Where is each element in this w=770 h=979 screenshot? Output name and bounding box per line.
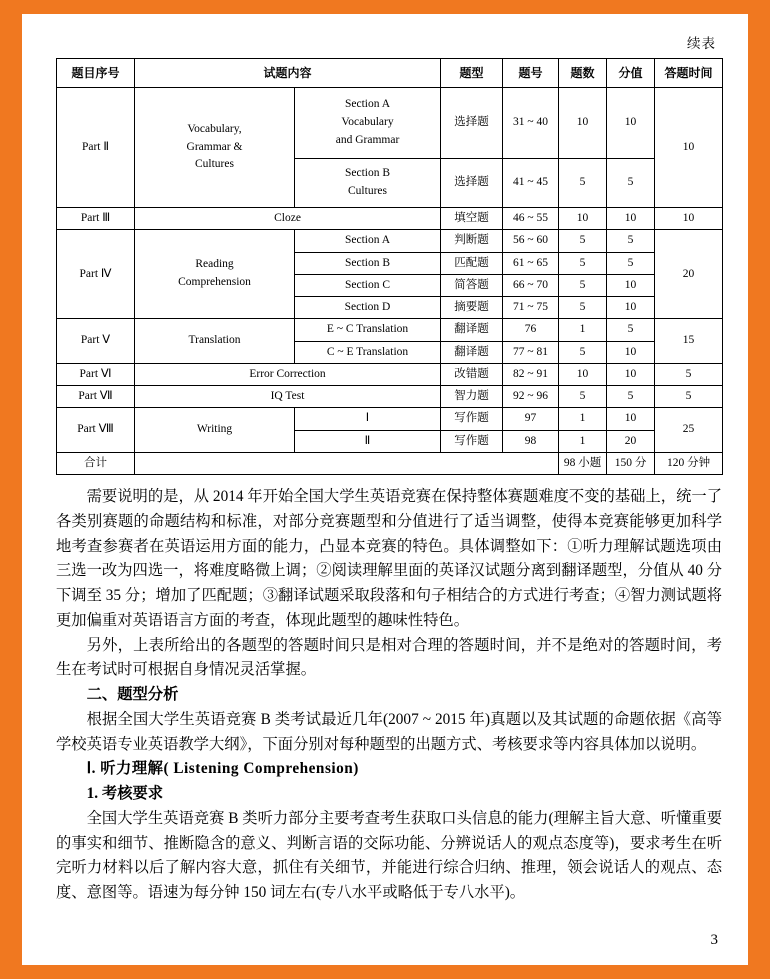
cell-count: 10 xyxy=(559,208,607,230)
table-row xyxy=(57,408,723,430)
cell-subsection: Section B Cultures xyxy=(295,159,441,208)
cell-type: 翻译题 xyxy=(441,341,503,363)
cell-subsection: Ⅱ xyxy=(295,430,441,452)
cell-score: 20 xyxy=(607,430,655,452)
cell-time: 5 xyxy=(655,363,723,385)
cell-type: 智力题 xyxy=(441,386,503,408)
cell-count: 10 xyxy=(559,88,607,159)
cell-subsection: Section B xyxy=(295,252,441,274)
cell-no: 41 ~ 45 xyxy=(503,159,559,208)
cell-score: 5 xyxy=(607,252,655,274)
cell-no: 46 ~ 55 xyxy=(503,208,559,230)
cell-type: 选择题 xyxy=(441,159,503,208)
column-header-type: 题型 xyxy=(441,59,503,88)
cell-time: 25 xyxy=(655,408,723,453)
cell-content: Writing xyxy=(135,408,295,453)
table-total-row xyxy=(57,452,723,474)
exam-structure-table xyxy=(56,58,723,475)
cell-subsection: Section D xyxy=(295,297,441,319)
paragraph-basis: 根据全国大学生英语竞赛 B 类考试最近几年(2007 ~ 2015 年)真题以及其试题的命题依据《高等学校英语专业英语教学大纲》，下面分别对每种题型的出题方式、考核要求等内容具体加以说明。 xyxy=(56,710,722,753)
cell-subsection: Section A xyxy=(295,230,441,252)
cell-content: Reading Comprehension xyxy=(135,230,295,319)
cell-score: 10 xyxy=(607,341,655,363)
cell-no: 61 ~ 65 xyxy=(503,252,559,274)
cell-count: 5 xyxy=(559,386,607,408)
page-number: 3 xyxy=(710,932,718,948)
cell-subsection: Ⅰ xyxy=(295,408,441,430)
cell-no: 98 xyxy=(503,430,559,452)
cell-score: 10 xyxy=(607,408,655,430)
cell-type: 填空题 xyxy=(441,208,503,230)
cell-no: 77 ~ 81 xyxy=(503,341,559,363)
table-row xyxy=(57,319,723,341)
table-row xyxy=(57,88,723,159)
cell-no: 97 xyxy=(503,408,559,430)
cell-total-time: 120 分钟 xyxy=(655,452,723,474)
continued-table-label: 续表 xyxy=(687,36,716,51)
cell-count: 5 xyxy=(559,341,607,363)
cell-count: 5 xyxy=(559,252,607,274)
column-header-seq: 题目序号 xyxy=(57,59,135,88)
cell-type: 匹配题 xyxy=(441,252,503,274)
column-header-content: 试题内容 xyxy=(135,59,441,88)
cell-part: Part Ⅷ xyxy=(57,408,135,453)
cell-count: 1 xyxy=(559,430,607,452)
body-text xyxy=(56,485,722,906)
cell-total-label: 合计 xyxy=(57,452,135,474)
heading-assessment-requirements: 1. 考核要求 xyxy=(86,785,164,803)
cell-score: 10 xyxy=(607,363,655,385)
cell-part: Part Ⅵ xyxy=(57,363,135,385)
cell-count: 10 xyxy=(559,363,607,385)
cell-time: 20 xyxy=(655,230,723,319)
cell-score: 10 xyxy=(607,297,655,319)
cell-part: Part Ⅶ xyxy=(57,386,135,408)
cell-subsection: E ~ C Translation xyxy=(295,319,441,341)
cell-content: IQ Test xyxy=(135,386,441,408)
cell-part: Part Ⅴ xyxy=(57,319,135,364)
table-row xyxy=(57,208,723,230)
cell-no: 92 ~ 96 xyxy=(503,386,559,408)
cell-count: 1 xyxy=(559,408,607,430)
cell-count: 5 xyxy=(559,159,607,208)
cell-total-blank xyxy=(135,452,559,474)
cell-type: 摘要题 xyxy=(441,297,503,319)
cell-score: 5 xyxy=(607,159,655,208)
cell-no: 56 ~ 60 xyxy=(503,230,559,252)
cell-time: 15 xyxy=(655,319,723,364)
table-header-row xyxy=(57,59,723,88)
cell-total-count: 98 小题 xyxy=(559,452,607,474)
cell-subsection: Section A Vocabulary and Grammar xyxy=(295,88,441,159)
column-header-no: 题号 xyxy=(503,59,559,88)
cell-content: Cloze xyxy=(135,208,441,230)
cell-no: 76 xyxy=(503,319,559,341)
cell-subsection: Section C xyxy=(295,274,441,296)
cell-score: 10 xyxy=(607,208,655,230)
cell-type: 简答题 xyxy=(441,274,503,296)
paragraph-listening-detail: 全国大学生英语竞赛 B 类听力部分主要考查考生获取口头信息的能力(理解主旨大意、听懂重要的事实和细节、推断隐含的意义、判断言语的交际功能、分辨说话人的观点态度等)，要求考生在听完听力材料以后了解内容大意，抓住有关细节，并能进行综合归纳、推理，领会说话人的观点、态度、意图等。语速为每分钟 150 词左右(专八水平或略低于专八水平)。 xyxy=(56,809,722,902)
column-header-count: 题数 xyxy=(559,59,607,88)
cell-no: 31 ~ 40 xyxy=(503,88,559,159)
cell-no: 66 ~ 70 xyxy=(503,274,559,296)
cell-score: 10 xyxy=(607,274,655,296)
cell-type: 判断题 xyxy=(441,230,503,252)
cell-type: 改错题 xyxy=(441,363,503,385)
cell-score: 5 xyxy=(607,386,655,408)
cell-time: 5 xyxy=(655,386,723,408)
cell-score: 5 xyxy=(607,230,655,252)
cell-total-score: 150 分 xyxy=(607,452,655,474)
cell-time: 10 xyxy=(655,88,723,208)
column-header-score: 分值 xyxy=(607,59,655,88)
cell-score: 5 xyxy=(607,319,655,341)
cell-time: 10 xyxy=(655,208,723,230)
cell-part: Part Ⅱ xyxy=(57,88,135,208)
table-row xyxy=(57,363,723,385)
cell-count: 5 xyxy=(559,297,607,319)
column-header-time: 答题时间 xyxy=(655,59,723,88)
cell-count: 1 xyxy=(559,319,607,341)
table-row xyxy=(57,230,723,252)
cell-content: Vocabulary, Grammar & Cultures xyxy=(135,88,295,208)
cell-no: 71 ~ 75 xyxy=(503,297,559,319)
cell-subsection: C ~ E Translation xyxy=(295,341,441,363)
cell-content: Error Correction xyxy=(135,363,441,385)
cell-no: 82 ~ 91 xyxy=(503,363,559,385)
heading-section-two: 二、题型分析 xyxy=(86,686,179,704)
cell-score: 10 xyxy=(607,88,655,159)
cell-part: Part Ⅲ xyxy=(57,208,135,230)
table-row xyxy=(57,386,723,408)
cell-part: Part Ⅳ xyxy=(57,230,135,319)
cell-count: 5 xyxy=(559,230,607,252)
cell-content: Translation xyxy=(135,319,295,364)
cell-type: 写作题 xyxy=(441,408,503,430)
paragraph-adjustments: 需要说明的是，从 2014 年开始全国大学生英语竞赛在保持整体赛题难度不变的基础上，统一了各类别赛题的命题结构和标准，对部分竞赛题型和分值进行了适当调整，使得本竞赛能够更加科学地考查参赛者在英语运用方面的能力，凸显本竞赛的特色。具体调整如下：①听力理解试题选项由三选一改为四选一，将难度略微上调；②阅读理解里面的英译汉试题分离到翻译题型，分值从 40 分下调至 35 分；增加了匹配题；③翻译试题采取段落和句子相结合的方式进行考查；④智力测试题将更加偏重对英语语言方面的考查，体现此题型的趣味性特色。 xyxy=(56,488,722,629)
cell-type: 选择题 xyxy=(441,88,503,159)
cell-count: 5 xyxy=(559,274,607,296)
paragraph-time-note: 另外，上表所给出的各题型的答题时间只是相对合理的答题时间，并不是绝对的答题时间，考生在考试时可根据自身情况灵活掌握。 xyxy=(56,636,722,679)
cell-type: 翻译题 xyxy=(441,319,503,341)
document-page xyxy=(22,14,748,965)
heading-listening-comprehension: Ⅰ. 听力理解( Listening Comprehension) xyxy=(86,760,359,778)
cell-type: 写作题 xyxy=(441,430,503,452)
